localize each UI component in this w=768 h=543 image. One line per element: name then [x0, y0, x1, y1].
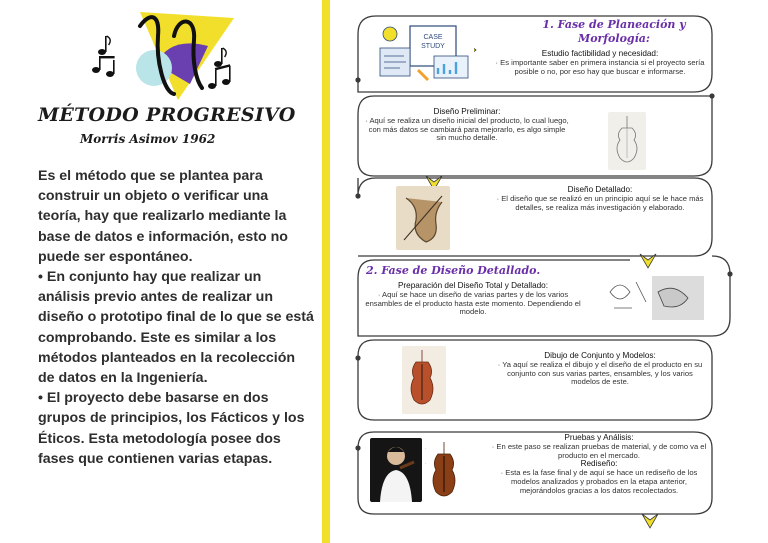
- step-feasibility-text: · Es importante saber en primera instancia si el proyecto sería posible o no, por eso hay que buscar e informarse.: [495, 57, 705, 76]
- phase1-title: [514, 18, 714, 46]
- step-assembly-drawing-heading: Dibujo de Conjunto y Modelos:: [544, 351, 656, 360]
- music-logo: [78, 6, 248, 106]
- step-testing-text: · En este paso se realizan pruebas de material, y de como va el producto en el mercado.: [491, 441, 707, 460]
- step-total-design: [364, 282, 582, 317]
- parts-sketch-image: [606, 272, 706, 326]
- step-assembly-drawing: [494, 352, 706, 387]
- step-detailed-heading: Diseño Detallado:: [567, 185, 633, 194]
- author-subtitle: Morris Asimov 1962: [80, 132, 216, 146]
- phase1-title-line2: Morfología:: [578, 32, 650, 45]
- step-total-design-heading: Preparación del Diseño Total y Detallado:: [397, 281, 549, 290]
- svg-text:CASE: CASE: [423, 34, 443, 41]
- case-study-icon: [374, 22, 474, 84]
- step-redesign-heading: Rediseño:: [580, 459, 618, 469]
- paragraph-principles: • El proyecto debe basarse en dos grupos de principios, los Fácticos y los Éticos. Esta metodología posee dos fases que contienen varias etapas.: [38, 390, 305, 467]
- step-feasibility: [494, 50, 706, 76]
- step-feasibility-heading: Estudio factibilidad y necesidad:: [541, 49, 659, 58]
- step-detailed-text: · El diseño que se realizó en un principio aquí se le hace más detalles, se realiza más investigación y elaborado.: [496, 193, 704, 212]
- step-testing-redesign: [490, 434, 708, 496]
- paragraph-analysis: • En conjunto hay que realizar un análisis previo antes de realizar un diseño o prototipo final de lo que se está comprobando. Este es similar a los métodos planteados en la recolección de datos en la Ingeniería.: [38, 269, 314, 387]
- step-total-design-text: · Aquí se hace un diseño de varias partes y de los varios ensambles de el producto hasta este momento. Dependiendo el modelo.: [365, 289, 581, 317]
- violin-sketch-image: [608, 112, 646, 170]
- phase2-title: 2. Fase de Diseño Detallado.: [366, 264, 541, 277]
- left-panel: [0, 0, 322, 543]
- step-preliminary-text: · Aquí se realiza un diseño inicial del producto, lo cual luego, con más datos se cambiará para mejorarlo, es algo simple sin mucho detalle.: [365, 115, 569, 143]
- step-testing-heading: Pruebas y Análisis:: [564, 433, 634, 442]
- svg-text:STUDY: STUDY: [421, 43, 445, 50]
- step-preliminary: [364, 108, 570, 143]
- violin-drawing-image: [396, 186, 450, 250]
- phase1-title-line1: 1. Fase de Planeación y: [542, 18, 686, 31]
- description-text: [38, 166, 314, 469]
- step-redesign-text: · Esta es la fase final y de aquí se hace un rediseño de los modelos analizados y probados en la etapa anterior, mejorándolos gracias a los datos recolectados.: [500, 468, 698, 495]
- step-detailed: [494, 186, 706, 212]
- flowchart-panel: [330, 0, 768, 543]
- page-title: MÉTODO PROGRESIVO: [38, 104, 296, 126]
- violin-product-image: [426, 440, 462, 504]
- paragraph-intro: Es el método que se plantea para construir un objeto o verificar una teoría, hay que realizarlo mediante la base de datos e información, esto no puede ser espontáneo.: [38, 168, 288, 265]
- violin-parts-image: [402, 346, 446, 414]
- violinist-photo: [370, 438, 422, 502]
- step-preliminary-heading: Diseño Preliminar:: [433, 107, 501, 116]
- step-assembly-drawing-text: · Ya aquí se realiza el dibujo y el diseño de el producto en su conjunto con sus varias partes, ensambles, y los varios modelos de este.: [497, 359, 703, 387]
- yellow-divider: [322, 0, 330, 543]
